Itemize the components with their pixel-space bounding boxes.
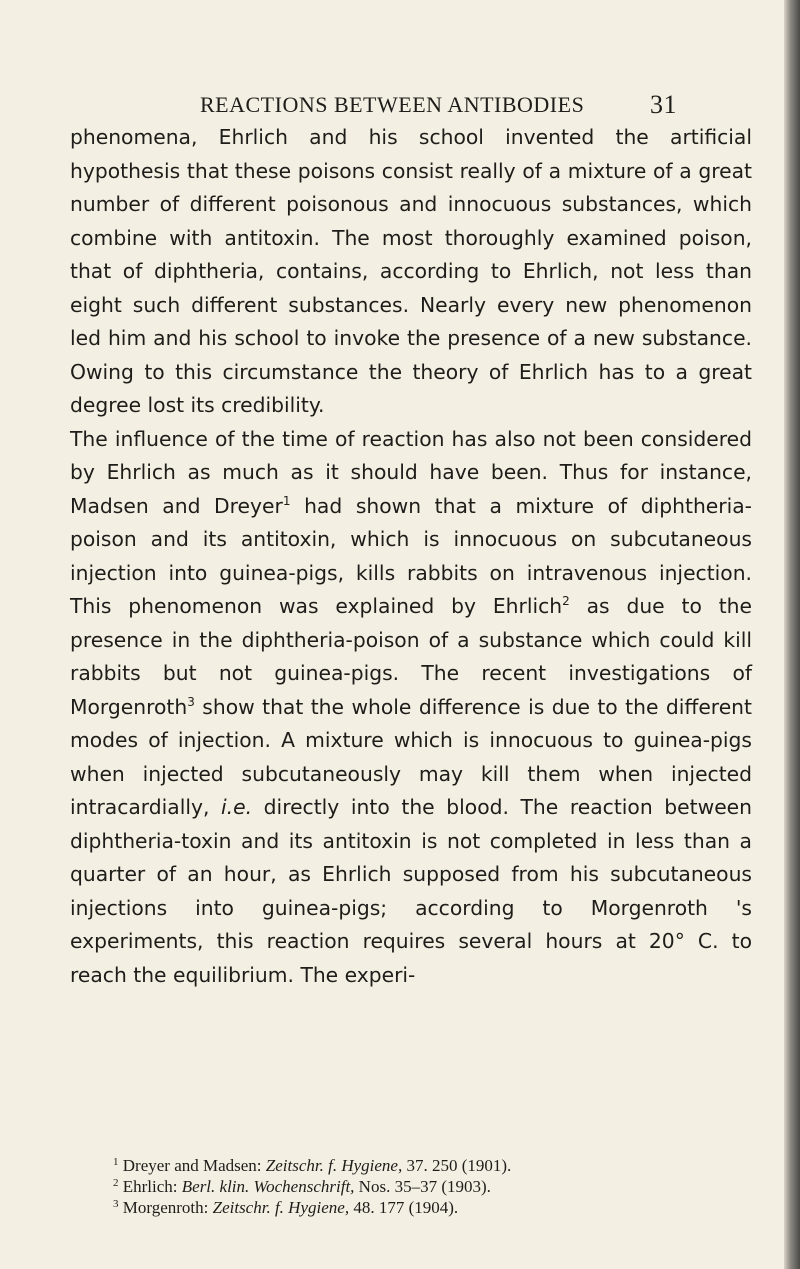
footnote-mark: 3 <box>113 1198 119 1210</box>
footnote-citation: 37. 250 (1901). <box>402 1156 512 1175</box>
footnote-mark: 2 <box>113 1177 119 1189</box>
paragraph-text: directly into the blood. The reaction between diphtheria-toxin and its antitoxin is not completed in less than a quarter of an hour, as Ehrlich supposed from his subcutaneous injections into guinea-pigs; according to Morgenroth 's experiments, this reaction requires several hours at 20° C. to reach the equilibrium. The experi- <box>70 795 752 987</box>
paragraph-text: show that the whole difference is due to the different modes of injection. A mixture which is innocuous to guinea-pigs when injected subcutaneously may kill them when injected intracardially, <box>70 694 752 819</box>
footnote <box>113 1197 713 1218</box>
paragraph-text: phenomena, Ehrlich and his school invented the artificial hypothesis that these poisons consist really of a mixture of a great number of different poisonous and innocuous substances, which combine with antitoxin. The most thoroughly examined poison, that of diphtheria, contains, according to Ehrlich, not less than eight such different substances. Nearly every new phenomenon led him and his school to invoke the presence of a new substance. Owing to this circumstance the theory of Ehrlich has to a great degree lost its credibility. <box>70 125 752 417</box>
footnote-journal: Zeitschr. f. Hygiene, <box>212 1198 350 1217</box>
footnote-citation: Nos. 35–37 (1903). <box>354 1177 491 1196</box>
footnote <box>113 1176 713 1197</box>
italic-abbreviation: i.e. <box>221 795 253 819</box>
body-text <box>70 121 752 992</box>
paragraph-text: as due to the presence in the diphtheria-poison of a substance which could kill rabbits but not guinea-pigs. The recent investigations of Morgenroth <box>70 594 752 719</box>
footnote-reference[interactable]: 3 <box>187 694 195 709</box>
paragraph-text: The influence of the time of reaction has also not been considered by Ehrlich as much as it should have been. Thus for instance, Madsen and Dreyer <box>70 426 752 518</box>
footnote-author: Morgenroth: <box>122 1198 213 1217</box>
paragraph-text: had shown that a mixture of diphtheria-poison and its antitoxin, which is innocuous on subcutaneous injection into guinea-pigs, kills rabbits on intravenous injection. This phenomenon was explained by Ehrlich <box>70 493 752 618</box>
footnotes <box>113 1155 713 1218</box>
page-number: 31 <box>650 90 677 119</box>
footnote-reference[interactable]: 1 <box>282 493 291 508</box>
footnote <box>113 1155 713 1176</box>
page-edge-shadow <box>784 0 800 1269</box>
running-title: REACTIONS BETWEEN ANTIBODIES <box>200 92 585 117</box>
footnote-journal: Berl. klin. Wochenschrift, <box>181 1177 355 1196</box>
paragraph <box>70 121 752 423</box>
footnote-reference[interactable]: 2 <box>562 594 570 608</box>
footnote-author: Ehrlich: <box>122 1177 182 1196</box>
paragraph <box>70 423 752 993</box>
footnote-author: Dreyer and Madsen: <box>122 1156 266 1175</box>
footnote-journal: Zeitschr. f. Hygiene, <box>265 1156 403 1175</box>
footnote-citation: 48. 177 (1904). <box>349 1198 459 1217</box>
footnote-mark: 1 <box>113 1156 119 1168</box>
